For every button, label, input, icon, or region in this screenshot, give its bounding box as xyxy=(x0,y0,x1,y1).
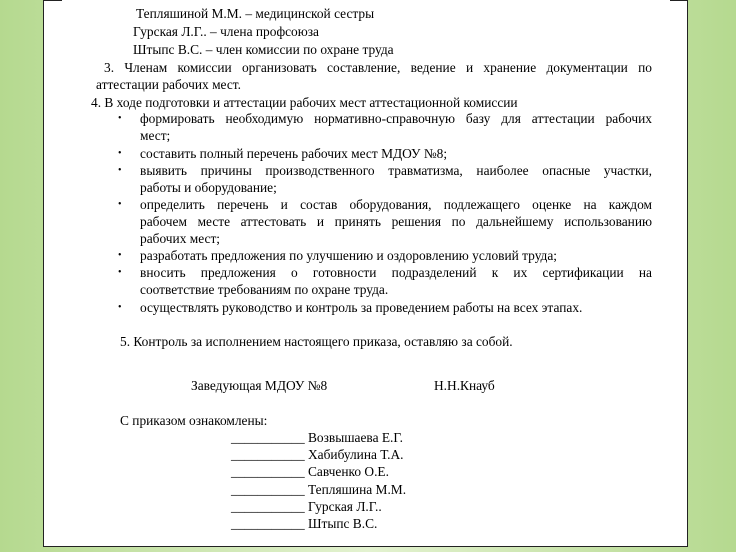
item3-line-2: аттестации рабочих мест. xyxy=(96,77,241,92)
item3-line-1: 3. Членам комиссии организовать составление, ведение и хранение документации по xyxy=(104,60,652,75)
page-top-border-left xyxy=(44,0,62,1)
bullet-3-line-1: выявить причины производственного травматизма, наиболее опасные участки, xyxy=(140,163,652,178)
bullet-1-line-1: формировать необходимую нормативно-справочную базу для аттестации рабочих xyxy=(140,111,652,126)
acquainted-line-1: ___________ Возвышаева Е.Г. xyxy=(231,430,403,445)
member-line-1: Тепляшиной М.М. – медицинской сестры xyxy=(136,6,375,21)
signature-position: Заведующая МДОУ №8 xyxy=(191,378,328,393)
acquainted-line-3: ___________ Савченко О.Е. xyxy=(231,464,389,479)
bullet-5-line-1: разработать предложения по улучшению и оздоровлению условий труда; xyxy=(140,248,558,263)
member-line-2: Гурская Л.Г.. – члена профсоюза xyxy=(133,24,319,39)
item5-text: 5. Контроль за исполнением настоящего приказа, оставляю за собой. xyxy=(120,334,513,349)
bullet-icon: • xyxy=(118,148,122,159)
bullet-6-line-2: соответствие требованиям по охране труда. xyxy=(140,282,389,297)
acquainted-line-4: ___________ Тепляшина М.М. xyxy=(231,482,407,497)
document-page xyxy=(43,0,688,547)
bullet-7-line-1: осуществлять руководство и контроль за проведением работы на всех этапах. xyxy=(140,300,583,315)
bullet-icon: • xyxy=(118,267,122,278)
bullet-icon: • xyxy=(118,250,122,261)
bullet-4-line-3: рабочих мест; xyxy=(140,231,221,246)
acquainted-line-5: ___________ Гурская Л.Г.. xyxy=(231,499,382,514)
bullet-2-line-1: составить полный перечень рабочих мест МДОУ №8; xyxy=(140,146,448,161)
acquainted-line-6: ___________ Штыпс В.С. xyxy=(231,516,378,531)
signature-name: Н.Н.Кнауб xyxy=(434,378,495,393)
bullet-icon: • xyxy=(118,165,122,176)
bullet-icon: • xyxy=(118,199,122,210)
page-top-border-right xyxy=(670,0,688,1)
bullet-6-line-1: вносить предложения о готовности подразделений к их сертификации на xyxy=(140,265,652,280)
bullet-icon: • xyxy=(118,302,122,313)
bullet-4-line-1: определить перечень и состав оборудования, подлежащего оценке на каждом xyxy=(140,197,652,212)
bullet-4-line-2: рабочем месте аттестовать и принять решения по дальнейшему использованию xyxy=(140,214,652,229)
bullet-1-line-2: мест; xyxy=(140,128,171,143)
member-line-3: Штыпс В.С. – член комиссии по охране труда xyxy=(133,42,394,57)
acquainted-line-2: ___________ Хабибулина Т.А. xyxy=(231,447,404,462)
bullet-3-line-2: работы и оборудование; xyxy=(140,180,277,195)
item4-heading: 4. В ходе подготовки и аттестации рабочих мест аттестационной комиссии xyxy=(91,95,518,110)
bullet-icon: • xyxy=(118,113,122,124)
acquainted-heading: С приказом ознакомлены: xyxy=(120,413,268,428)
